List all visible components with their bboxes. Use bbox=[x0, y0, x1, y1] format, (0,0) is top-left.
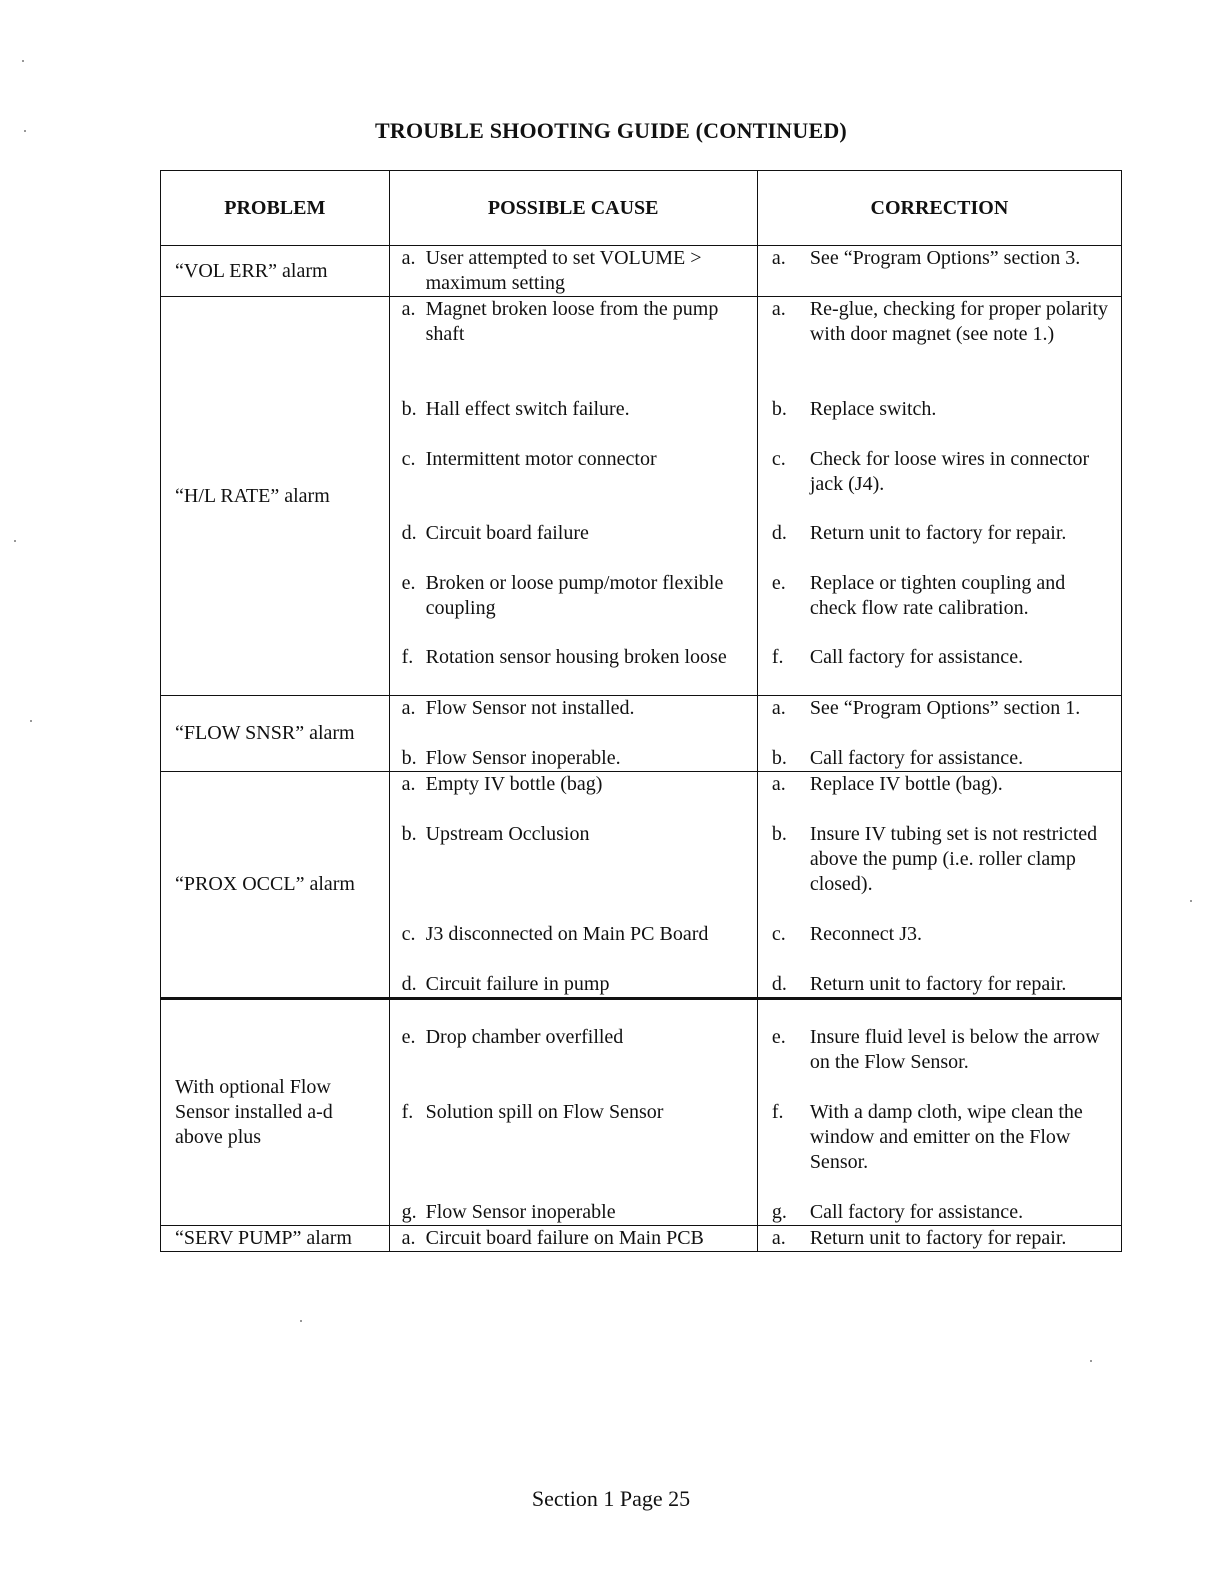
correction-item bbox=[758, 746, 1121, 771]
item-letter: a. bbox=[401, 697, 416, 719]
cause-item bbox=[390, 1200, 757, 1225]
correction-item bbox=[758, 772, 1121, 822]
correction-text: Replace switch. bbox=[809, 398, 937, 420]
item-letter: b. bbox=[401, 823, 417, 845]
cause-text: J3 disconnected on Main PC Board bbox=[425, 923, 709, 945]
correction-item bbox=[758, 972, 1121, 997]
cause-text: Circuit board failure on Main PCB bbox=[425, 1227, 704, 1249]
cause-item bbox=[390, 772, 757, 822]
header-problem: PROBLEM bbox=[161, 171, 390, 246]
cause-item bbox=[390, 297, 757, 397]
cause-item bbox=[390, 645, 757, 695]
correction-text: Call factory for assistance. bbox=[809, 747, 1024, 769]
scan-speck bbox=[22, 60, 24, 62]
header-row bbox=[161, 171, 1122, 246]
item-letter: a. bbox=[771, 1227, 786, 1249]
cause-item bbox=[390, 746, 757, 771]
correction-text: Re-glue, checking for proper polarity with door magnet (see note 1.) bbox=[809, 298, 1109, 345]
correction-text: Insure IV tubing set is not restricted above the pump (i.e. roller clamp closed). bbox=[809, 823, 1098, 895]
troubleshooting-table bbox=[160, 170, 1122, 1252]
table-row bbox=[161, 246, 1122, 297]
cause-text: Solution spill on Flow Sensor bbox=[425, 1101, 664, 1123]
item-letter: c. bbox=[401, 923, 416, 945]
item-letter: f. bbox=[771, 646, 784, 668]
scan-speck bbox=[1190, 900, 1192, 902]
correction-cell bbox=[757, 297, 1121, 696]
cause-text: Rotation sensor housing broken loose bbox=[425, 646, 727, 668]
item-letter: e. bbox=[401, 572, 416, 594]
cause-text: Flow Sensor inoperable bbox=[425, 1201, 616, 1223]
cause-item bbox=[390, 447, 757, 521]
cause-cell bbox=[389, 297, 757, 696]
cause-cell bbox=[389, 246, 757, 297]
problem-cell: “PROX OCCL” alarm bbox=[161, 772, 390, 999]
item-letter: b. bbox=[771, 747, 787, 769]
scan-speck bbox=[30, 720, 32, 722]
item-letter: a. bbox=[771, 697, 786, 719]
cause-item bbox=[390, 397, 757, 447]
correction-text: Reconnect J3. bbox=[809, 923, 922, 945]
correction-item bbox=[758, 397, 1121, 447]
cause-item bbox=[390, 246, 757, 296]
header-correction: CORRECTION bbox=[757, 171, 1121, 246]
scan-speck bbox=[14, 540, 16, 542]
correction-item bbox=[758, 297, 1121, 397]
cause-item bbox=[390, 922, 757, 972]
cause-item bbox=[390, 571, 757, 645]
cause-cell bbox=[389, 999, 757, 1226]
table-row bbox=[161, 772, 1122, 999]
item-letter: b. bbox=[401, 747, 417, 769]
cause-cell bbox=[389, 772, 757, 999]
table-row bbox=[161, 1226, 1122, 1252]
cause-text: User attempted to set VOLUME > maximum setting bbox=[425, 247, 702, 294]
item-letter: a. bbox=[401, 1227, 416, 1249]
correction-item bbox=[758, 822, 1121, 922]
cause-item bbox=[390, 972, 757, 997]
item-letter: f. bbox=[401, 1101, 414, 1123]
scan-speck bbox=[1090, 1360, 1092, 1362]
cause-item bbox=[390, 1025, 757, 1100]
cause-text: Hall effect switch failure. bbox=[425, 398, 630, 420]
cause-text: Empty IV bottle (bag) bbox=[425, 773, 603, 795]
cause-text: Magnet broken loose from the pump shaft bbox=[425, 298, 719, 345]
cause-text: Upstream Occlusion bbox=[425, 823, 590, 845]
correction-text: Call factory for assistance. bbox=[809, 646, 1024, 668]
item-letter: e. bbox=[771, 572, 786, 594]
cause-text: Broken or loose pump/motor flexible coupling bbox=[425, 572, 724, 619]
problem-cell: “VOL ERR” alarm bbox=[161, 246, 390, 297]
cause-item bbox=[390, 1226, 757, 1251]
cause-item bbox=[390, 1100, 757, 1200]
page-title: TROUBLE SHOOTING GUIDE (CONTINUED) bbox=[375, 118, 847, 143]
correction-text: Replace IV bottle (bag). bbox=[809, 773, 1003, 795]
correction-text: Replace or tighten coupling and check flow rate calibration. bbox=[809, 572, 1066, 619]
correction-text: Return unit to factory for repair. bbox=[809, 522, 1067, 544]
problem-cell: “SERV PUMP” alarm bbox=[161, 1226, 390, 1252]
cause-text: Circuit failure in pump bbox=[425, 973, 610, 995]
item-letter: a. bbox=[771, 247, 786, 269]
item-letter: d. bbox=[401, 973, 417, 995]
item-letter: g. bbox=[401, 1201, 417, 1223]
item-letter: e. bbox=[401, 1026, 416, 1048]
correction-item bbox=[758, 1226, 1121, 1251]
correction-item bbox=[758, 571, 1121, 645]
correction-cell bbox=[757, 772, 1121, 999]
table-row bbox=[161, 999, 1122, 1226]
correction-item bbox=[758, 1025, 1121, 1100]
item-letter: g. bbox=[771, 1201, 787, 1223]
table-body bbox=[161, 246, 1122, 1252]
correction-text: Return unit to factory for repair. bbox=[809, 973, 1067, 995]
item-letter: c. bbox=[401, 448, 416, 470]
correction-item bbox=[758, 645, 1121, 695]
correction-text: See “Program Options” section 3. bbox=[809, 247, 1081, 269]
item-letter: c. bbox=[771, 448, 786, 470]
table-row bbox=[161, 696, 1122, 772]
correction-item bbox=[758, 696, 1121, 746]
problem-cell: “H/L RATE” alarm bbox=[161, 297, 390, 696]
cause-item bbox=[390, 696, 757, 746]
correction-text: Call factory for assistance. bbox=[809, 1201, 1024, 1223]
problem-cell: With optional Flow Sensor installed a-d above plus bbox=[161, 999, 390, 1226]
item-letter: a. bbox=[771, 773, 786, 795]
correction-item bbox=[758, 246, 1121, 296]
item-letter: a. bbox=[401, 247, 416, 269]
item-letter: a. bbox=[401, 298, 416, 320]
correction-text: Return unit to factory for repair. bbox=[809, 1227, 1067, 1249]
correction-item bbox=[758, 1200, 1121, 1225]
correction-text: See “Program Options” section 1. bbox=[809, 697, 1081, 719]
item-letter: a. bbox=[771, 298, 786, 320]
page-footer: Section 1 Page 25 bbox=[531, 1486, 691, 1511]
correction-cell bbox=[757, 246, 1121, 297]
item-letter: f. bbox=[771, 1101, 784, 1123]
item-letter: b. bbox=[401, 398, 417, 420]
cause-cell bbox=[389, 1226, 757, 1252]
item-letter: e. bbox=[771, 1026, 786, 1048]
header-cause: POSSIBLE CAUSE bbox=[389, 171, 757, 246]
correction-item bbox=[758, 1100, 1121, 1200]
correction-item bbox=[758, 521, 1121, 571]
cause-text: Flow Sensor not installed. bbox=[425, 697, 635, 719]
correction-cell bbox=[757, 696, 1121, 772]
item-letter: a. bbox=[401, 773, 416, 795]
problem-cell: “FLOW SNSR” alarm bbox=[161, 696, 390, 772]
correction-cell bbox=[757, 999, 1121, 1226]
cause-text: Circuit board failure bbox=[425, 522, 589, 544]
cause-text: Drop chamber overfilled bbox=[425, 1026, 624, 1048]
cause-item bbox=[390, 521, 757, 571]
scan-speck bbox=[24, 130, 26, 132]
cause-item bbox=[390, 822, 757, 922]
cause-text: Intermittent motor connector bbox=[425, 448, 657, 470]
item-letter: b. bbox=[771, 823, 787, 845]
correction-item bbox=[758, 922, 1121, 972]
item-letter: d. bbox=[771, 522, 787, 544]
item-letter: d. bbox=[401, 522, 417, 544]
correction-cell bbox=[757, 1226, 1121, 1252]
correction-item bbox=[758, 447, 1121, 521]
item-letter: c. bbox=[771, 923, 786, 945]
table-row bbox=[161, 297, 1122, 696]
correction-text: Check for loose wires in connector jack (J4). bbox=[809, 448, 1090, 495]
item-letter: d. bbox=[771, 973, 787, 995]
correction-text: Insure fluid level is below the arrow on the Flow Sensor. bbox=[809, 1026, 1100, 1073]
item-letter: f. bbox=[401, 646, 414, 668]
correction-text: With a damp cloth, wipe clean the window and emitter on the Flow Sensor. bbox=[809, 1101, 1083, 1173]
scan-speck bbox=[300, 1320, 302, 1322]
item-letter: b. bbox=[771, 398, 787, 420]
cause-text: Flow Sensor inoperable. bbox=[425, 747, 621, 769]
cause-cell bbox=[389, 696, 757, 772]
